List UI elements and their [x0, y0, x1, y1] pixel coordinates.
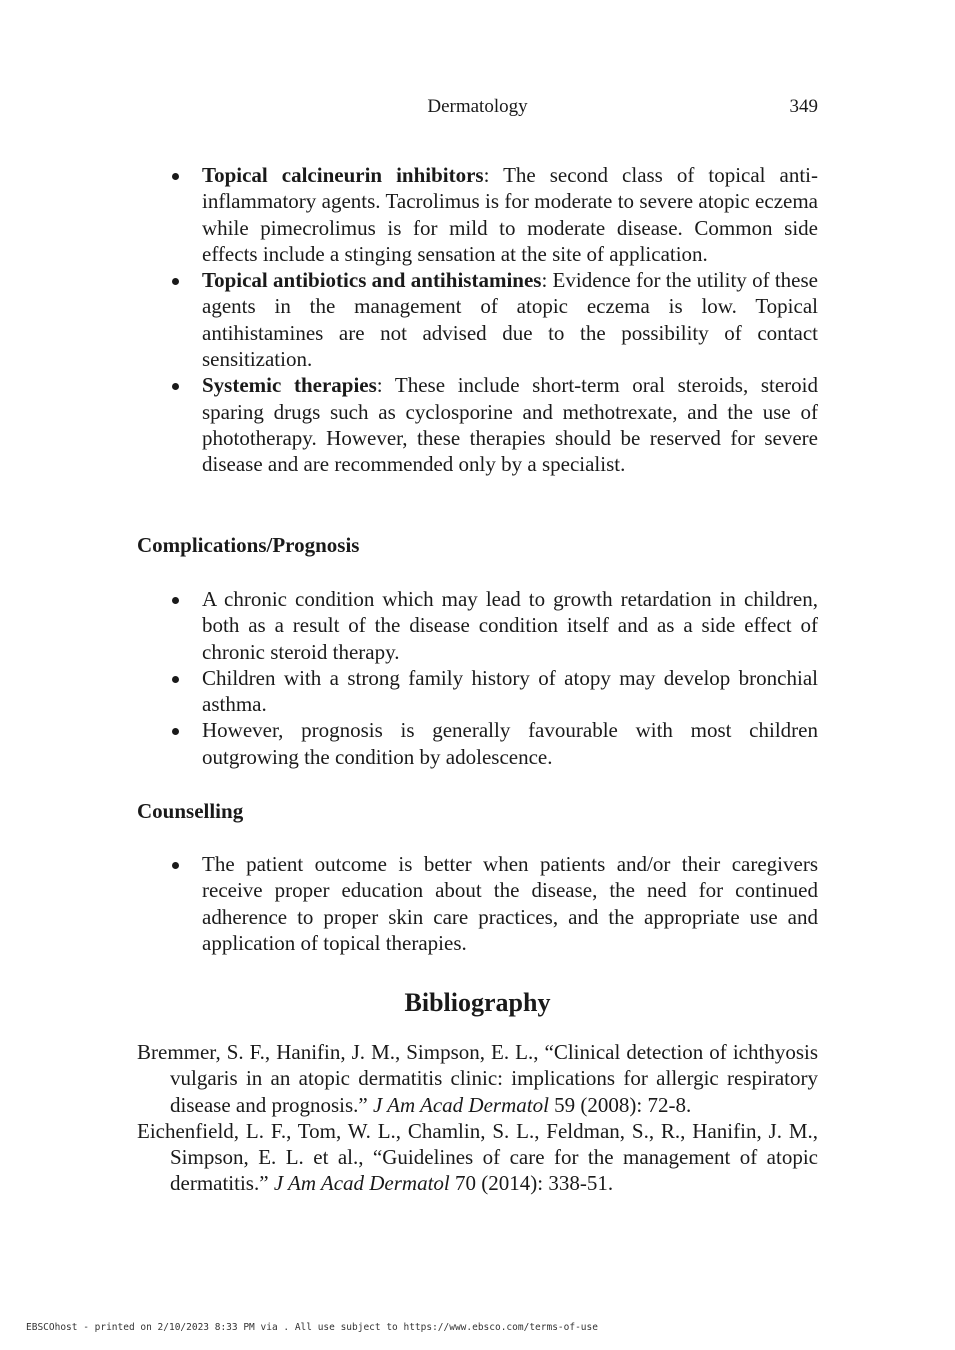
list-item: The patient outcome is better when patients and/or their caregivers receive proper education about the disease, the need for continued adherence to proper skin care practices, and the appropriate use and application of topical therapies.: [137, 851, 818, 956]
list-item-term: Systemic therapies: [202, 373, 377, 398]
complications-heading: Complications/Prognosis: [137, 533, 360, 557]
list-item: [137, 162, 818, 267]
list-item-text: : These include short-term oral steroids, steroid sparing drugs such as cyclosporine and methotrexate, and the use of phototherapy. However, these therapies should be reserved for severe disease and are recommended only by a specialist.: [202, 373, 818, 477]
complications-list: [137, 586, 818, 770]
list-item: [137, 372, 818, 477]
reference-entry: [137, 1039, 818, 1118]
list-item-term: Topical antibiotics and antihistamines: [202, 268, 542, 293]
running-title: Dermatology: [427, 96, 528, 117]
reference-journal: J Am Acad Dermatol: [372, 1092, 549, 1117]
reference-authors-title: Eichenfield, L. F., Tom, W. L., Chamlin, S. L., Feldman, S., R., Hanifin, J. M., Simpson, E. L. et al., “Guidelines of care for the management of atopic dermatitis.”: [137, 1118, 818, 1196]
list-item-text: : The second class of topical anti-inflammatory agents. Tacrolimus is for moderate to severe atopic eczema while pimecrolimus is for mild to moderate disease. Common side effects include a stinging sensation at the site of application.: [202, 163, 818, 266]
reference-details: 59 (2008): 72-8.: [548, 1092, 692, 1117]
reference-journal: J Am Acad Dermatol: [273, 1171, 450, 1196]
list-item-term: Topical calcineurin inhibitors: [202, 163, 484, 187]
list-item: However, prognosis is generally favourable with most children outgrowing the condition by adolescence.: [137, 717, 818, 770]
treatment-list: [137, 162, 818, 478]
running-header: [137, 96, 818, 120]
list-item: A chronic condition which may lead to growth retardation in children, both as a result of the disease condition itself and as a side effect of chronic steroid therapy.: [137, 586, 818, 665]
reference-authors-title: Bremmer, S. F., Hanifin, J. M., Simpson, E. L., “Clinical detection of ichthyosis vulgaris in an atopic dermatitis clinic: implications for allergic respiratory disease and prognosis.”: [137, 1040, 818, 1117]
reference-list: [137, 1039, 818, 1197]
counselling-heading: Counselling: [137, 799, 244, 823]
list-item: Children with a strong family history of atopy may develop bronchial asthma.: [137, 665, 818, 718]
page-number: 349: [789, 96, 818, 117]
counselling-list: [137, 851, 818, 956]
list-item: [137, 267, 818, 372]
print-footer: EBSCOhost - printed on 2/10/2023 8:33 PM via . All use subject to https://www.ebsco.com/terms-of-use: [26, 1322, 598, 1333]
list-item-text: : Evidence for the utility of these agents in the management of atopic eczema is low. Topical antihistamines are not advised due to the possibility of contact sensitization.: [202, 268, 818, 372]
bibliography-heading: Bibliography: [404, 988, 551, 1017]
reference-details: 70 (2014): 338-51.: [449, 1171, 614, 1196]
reference-entry: [137, 1118, 818, 1197]
